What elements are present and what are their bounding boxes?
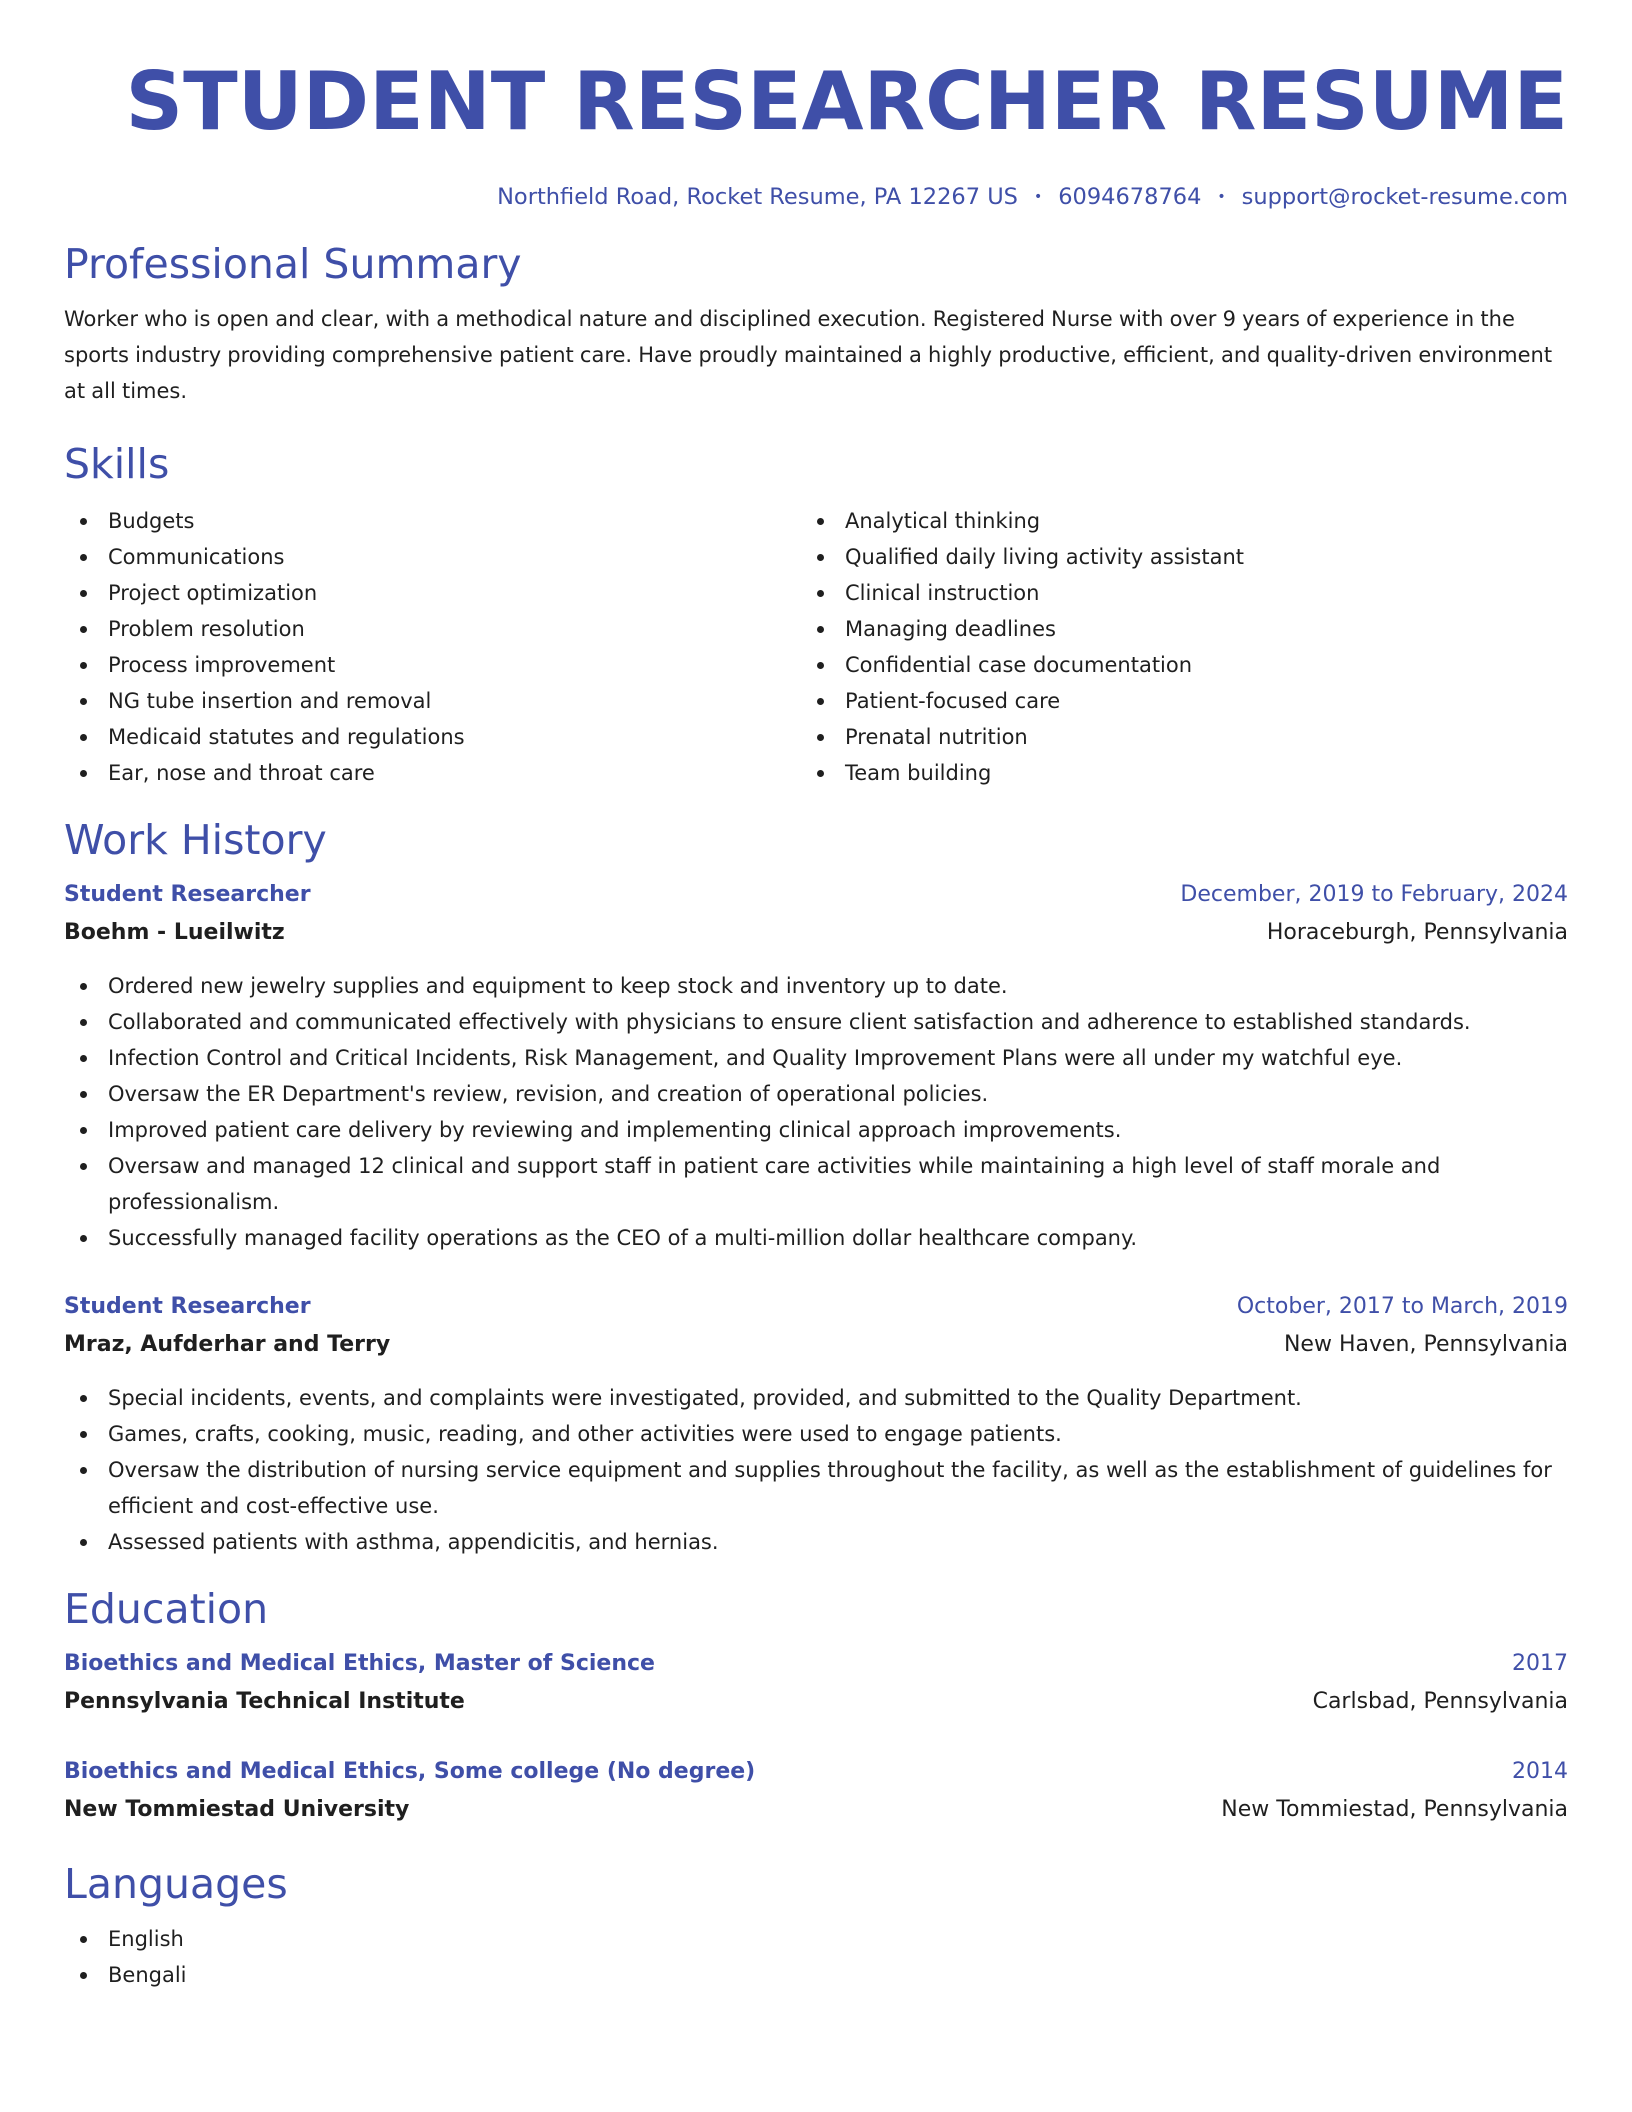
bullet-dot-icon <box>80 554 87 561</box>
skill-item-text: Communications <box>108 545 285 569</box>
job-header <box>64 1288 1568 1326</box>
languages-section <box>64 1859 1568 1993</box>
language-item-text: Bengali <box>108 1963 187 1987</box>
contact-separator: • <box>1217 189 1226 205</box>
job-bullet-text: Collaborated and communicated effectively with physicians to ensure client satisfaction and adherence to established standards. <box>108 1010 1471 1034</box>
skill-item <box>801 503 1568 539</box>
section-heading-summary: Professional Summary <box>64 240 522 288</box>
skill-item-text: Prenatal nutrition <box>845 725 1028 749</box>
skill-item <box>64 575 801 611</box>
bullet-dot-icon <box>817 518 824 525</box>
bullet-dot-icon <box>80 1055 87 1062</box>
bullet-dot-icon <box>80 1395 87 1402</box>
job-bullet <box>64 1112 1568 1148</box>
bullet-dot-icon <box>80 518 87 525</box>
job-bullet <box>64 1040 1568 1076</box>
bullet-dot-icon <box>80 1936 87 1943</box>
job-bullet-text: Oversaw the ER Department's review, revision, and creation of operational policies. <box>108 1082 989 1106</box>
bullet-dot-icon <box>80 1467 87 1474</box>
job-bullet <box>64 1004 1568 1040</box>
bullet-dot-icon <box>80 734 87 741</box>
job-bullet <box>64 1452 1568 1524</box>
education-degree: Bioethics and Medical Ethics, Some college (No degree) <box>64 1759 756 1784</box>
skill-item-text: Clinical instruction <box>845 581 1040 605</box>
bullet-dot-icon <box>80 1091 87 1098</box>
skill-item-text: Managing deadlines <box>845 617 1056 641</box>
summary-text: Worker who is open and clear, with a methodical nature and disciplined execution. Registered Nurse with over 9 years of experience in the sports industry providing comprehensive patient care. Have proudly maintained a highly productive, efficient, and quality-driven environment at all times. <box>64 307 1553 403</box>
job-location: Horaceburgh, Pennsylvania <box>1266 920 1568 945</box>
bullet-dot-icon <box>817 662 824 669</box>
section-heading-languages: Languages <box>64 1860 288 1908</box>
education-entry <box>64 1753 1568 1829</box>
skill-item-text: Analytical thinking <box>845 509 1041 533</box>
summary-section <box>64 239 1568 409</box>
skill-item <box>64 683 801 719</box>
education-school: New Tommiestad University <box>64 1797 410 1822</box>
job-subheader <box>64 1326 1568 1364</box>
skill-item <box>64 719 801 755</box>
contact-address: Northfield Road, Rocket Resume, PA 12267 US <box>497 184 1018 210</box>
bullet-dot-icon <box>80 590 87 597</box>
job-bullets <box>64 1380 1568 1560</box>
bullet-dot-icon <box>80 1431 87 1438</box>
languages-list <box>64 1921 1568 1993</box>
section-heading-skills: Skills <box>64 440 170 488</box>
skill-item-text: NG tube insertion and removal <box>108 689 432 713</box>
job-entry <box>64 1288 1568 1560</box>
bullet-dot-icon <box>817 698 824 705</box>
job-bullet-text: Oversaw the distribution of nursing service equipment and supplies throughout the facility, as well as the establishment of guidelines for efficient and cost-effective use. <box>108 1458 1552 1518</box>
job-bullet <box>64 1380 1568 1416</box>
job-bullet-text: Ordered new jewelry supplies and equipment to keep stock and inventory up to date. <box>108 974 1008 998</box>
skill-item-text: Process improvement <box>108 653 336 677</box>
contact-phone[interactable]: 6094678764 <box>1058 184 1202 210</box>
job-bullet <box>64 1524 1568 1560</box>
skill-item-text: Team building <box>845 761 992 785</box>
job-bullet-text: Infection Control and Critical Incidents, Risk Management, and Quality Improvement Plans were all under my watchful eye. <box>108 1046 1403 1070</box>
job-role: Student Researcher <box>64 1294 311 1319</box>
education-section <box>64 1584 1568 1829</box>
section-heading-work: Work History <box>64 816 327 864</box>
skill-item <box>801 611 1568 647</box>
contact-separator: • <box>1033 189 1043 205</box>
resume-header <box>64 52 1568 212</box>
education-header <box>64 1645 1568 1683</box>
resume-title: STUDENT RESEARCHER RESUME <box>125 55 1568 148</box>
skill-item <box>64 647 801 683</box>
education-year: 2014 <box>1512 1759 1568 1784</box>
job-entry <box>64 876 1568 1256</box>
skill-item <box>801 647 1568 683</box>
language-item-text: English <box>108 1927 184 1951</box>
job-bullet-text: Oversaw and managed 12 clinical and support staff in patient care activities while maintaining a high level of staff morale and professionalism. <box>108 1154 1441 1214</box>
job-bullet-text: Assessed patients with asthma, appendicitis, and hernias. <box>108 1530 719 1554</box>
bullet-dot-icon <box>817 590 824 597</box>
bullet-dot-icon <box>80 626 87 633</box>
job-bullet <box>64 1076 1568 1112</box>
education-degree: Bioethics and Medical Ethics, Master of Science <box>64 1651 655 1676</box>
skills-column-right <box>801 503 1568 791</box>
job-bullet <box>64 1220 1568 1256</box>
skill-item-text: Confidential case documentation <box>845 653 1193 677</box>
job-bullet-text: Special incidents, events, and complaints were investigated, provided, and submitted to the Quality Department. <box>108 1386 1302 1410</box>
skill-item <box>801 719 1568 755</box>
bullet-dot-icon <box>817 770 824 777</box>
skill-item-text: Ear, nose and throat care <box>108 761 375 785</box>
skill-item <box>801 683 1568 719</box>
bullet-dot-icon <box>80 662 87 669</box>
education-location: Carlsbad, Pennsylvania <box>1312 1689 1568 1714</box>
skill-item <box>64 503 801 539</box>
job-bullets <box>64 968 1568 1256</box>
bullet-dot-icon <box>80 1019 87 1026</box>
skill-item <box>801 575 1568 611</box>
job-bullet-text: Improved patient care delivery by reviewing and implementing clinical approach improvements. <box>108 1118 1122 1142</box>
skill-item-text: Medicaid statutes and regulations <box>108 725 465 749</box>
education-year: 2017 <box>1512 1651 1568 1676</box>
job-header <box>64 876 1568 914</box>
bullet-dot-icon <box>80 1539 87 1546</box>
section-heading-education: Education <box>64 1585 269 1633</box>
bullet-dot-icon <box>80 1127 87 1134</box>
skill-item <box>801 755 1568 791</box>
contact-line <box>64 182 1568 212</box>
skills-column-left <box>64 503 801 791</box>
job-dates: October, 2017 to March, 2019 <box>1236 1294 1568 1319</box>
skill-item-text: Problem resolution <box>108 617 305 641</box>
education-header <box>64 1753 1568 1791</box>
language-item <box>64 1921 1568 1957</box>
bullet-dot-icon <box>80 1235 87 1242</box>
job-role: Student Researcher <box>64 882 311 907</box>
education-entry <box>64 1645 1568 1721</box>
language-item <box>64 1957 1568 1993</box>
bullet-dot-icon <box>80 983 87 990</box>
skill-item <box>64 611 801 647</box>
bullet-dot-icon <box>817 626 824 633</box>
education-subheader <box>64 1683 1568 1721</box>
skill-item-text: Patient-focused care <box>845 689 1061 713</box>
skill-item <box>64 539 801 575</box>
work-section <box>64 815 1568 1560</box>
education-school: Pennsylvania Technical Institute <box>64 1689 465 1714</box>
job-bullet-text: Games, crafts, cooking, music, reading, and other activities were used to engage patients. <box>108 1422 1062 1446</box>
job-dates: December, 2019 to February, 2024 <box>1180 882 1568 907</box>
job-bullet <box>64 1148 1568 1220</box>
skills-section <box>64 439 1568 791</box>
skill-item-text: Qualified daily living activity assistant <box>845 545 1244 569</box>
education-location: New Tommiestad, Pennsylvania <box>1221 1797 1568 1822</box>
skill-item-text: Budgets <box>108 509 195 533</box>
bullet-dot-icon <box>80 770 87 777</box>
job-location: New Haven, Pennsylvania <box>1283 1332 1568 1357</box>
skill-item <box>801 539 1568 575</box>
bullet-dot-icon <box>80 1163 87 1170</box>
job-bullet <box>64 968 1568 1004</box>
job-bullet-text: Successfully managed facility operations as the CEO of a multi-million dollar healthcare company. <box>108 1226 1138 1250</box>
job-company: Mraz, Aufderhar and Terry <box>64 1332 391 1357</box>
bullet-dot-icon <box>817 554 824 561</box>
skills-grid <box>64 503 1568 791</box>
job-subheader <box>64 914 1568 952</box>
job-bullet <box>64 1416 1568 1452</box>
job-company: Boehm - Lueilwitz <box>64 920 285 945</box>
skill-item-text: Project optimization <box>108 581 318 605</box>
skill-item <box>64 755 801 791</box>
education-subheader <box>64 1791 1568 1829</box>
bullet-dot-icon <box>80 1972 87 1979</box>
contact-email[interactable]: support@rocket-resume.com <box>1241 184 1568 210</box>
bullet-dot-icon <box>80 698 87 705</box>
bullet-dot-icon <box>817 734 824 741</box>
